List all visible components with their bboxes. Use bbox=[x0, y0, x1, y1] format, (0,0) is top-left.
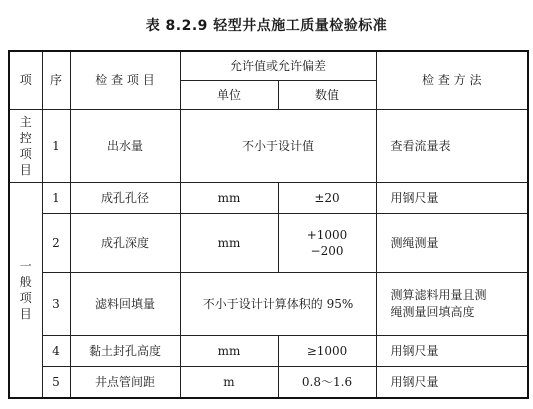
header-value: 数值 bbox=[278, 80, 376, 109]
header-category: 项 bbox=[9, 51, 42, 109]
row-unit: mm bbox=[180, 182, 278, 213]
group-general-cell bbox=[9, 182, 42, 398]
row-seq: 5 bbox=[42, 367, 70, 399]
row-seq: 1 bbox=[42, 109, 70, 182]
header-allowance: 允许值或允许偏差 bbox=[180, 51, 376, 80]
table-row bbox=[9, 214, 528, 272]
table-row bbox=[9, 335, 528, 366]
row-value-lower: −200 bbox=[310, 243, 344, 258]
row-item: 成孔孔径 bbox=[70, 182, 180, 213]
quality-inspection-table bbox=[8, 50, 529, 399]
row-method: 查看流量表 bbox=[376, 109, 528, 182]
row-value: ±20 bbox=[278, 182, 376, 213]
row-item: 出水量 bbox=[70, 109, 180, 182]
header-method: 检 查 方 法 bbox=[376, 51, 528, 109]
row-unit: mm bbox=[180, 335, 278, 366]
row-item: 黏土封孔高度 bbox=[70, 335, 180, 366]
row-unit: m bbox=[180, 367, 278, 399]
row-value bbox=[278, 214, 376, 272]
row-method: 用钢尺量 bbox=[376, 367, 528, 399]
table-title: 表 8.2.9 轻型井点施工质量检验标准 bbox=[145, 18, 388, 34]
group-general-label: 一般项目 bbox=[19, 258, 32, 321]
group-main-cell bbox=[9, 109, 42, 182]
table-row bbox=[9, 109, 528, 182]
row-method-line1: 测算滤料用量且测 bbox=[390, 288, 487, 303]
group-main-label: 主控项目 bbox=[19, 114, 32, 177]
row-seq: 4 bbox=[42, 335, 70, 366]
row-value: ≥1000 bbox=[278, 335, 376, 366]
row-method: 测绳测量 bbox=[376, 214, 528, 272]
row-method-line2: 绳测量回填高度 bbox=[390, 304, 475, 319]
row-seq: 1 bbox=[42, 182, 70, 213]
header-unit: 单位 bbox=[180, 80, 278, 109]
row-method: 用钢尺量 bbox=[376, 335, 528, 366]
table-row bbox=[9, 182, 528, 213]
header-seq: 序 bbox=[42, 51, 70, 109]
row-item: 滤料回填量 bbox=[70, 272, 180, 335]
row-item: 井点管间距 bbox=[70, 367, 180, 399]
row-value: 0.8～1.6 bbox=[278, 367, 376, 399]
row-seq: 2 bbox=[42, 214, 70, 272]
row-item: 成孔深度 bbox=[70, 214, 180, 272]
table-row bbox=[9, 272, 528, 335]
table-row bbox=[9, 367, 528, 399]
header-row-1 bbox=[9, 51, 528, 80]
row-merged-value: 不小于设计值 bbox=[180, 109, 376, 182]
row-value-upper: +1000 bbox=[306, 227, 348, 242]
row-merged-value: 不小于设计计算体积的 95% bbox=[180, 272, 376, 335]
row-method: 用钢尺量 bbox=[376, 182, 528, 213]
row-method bbox=[376, 272, 528, 335]
header-item: 检 查 项 目 bbox=[70, 51, 180, 109]
row-seq: 3 bbox=[42, 272, 70, 335]
row-unit: mm bbox=[180, 214, 278, 272]
